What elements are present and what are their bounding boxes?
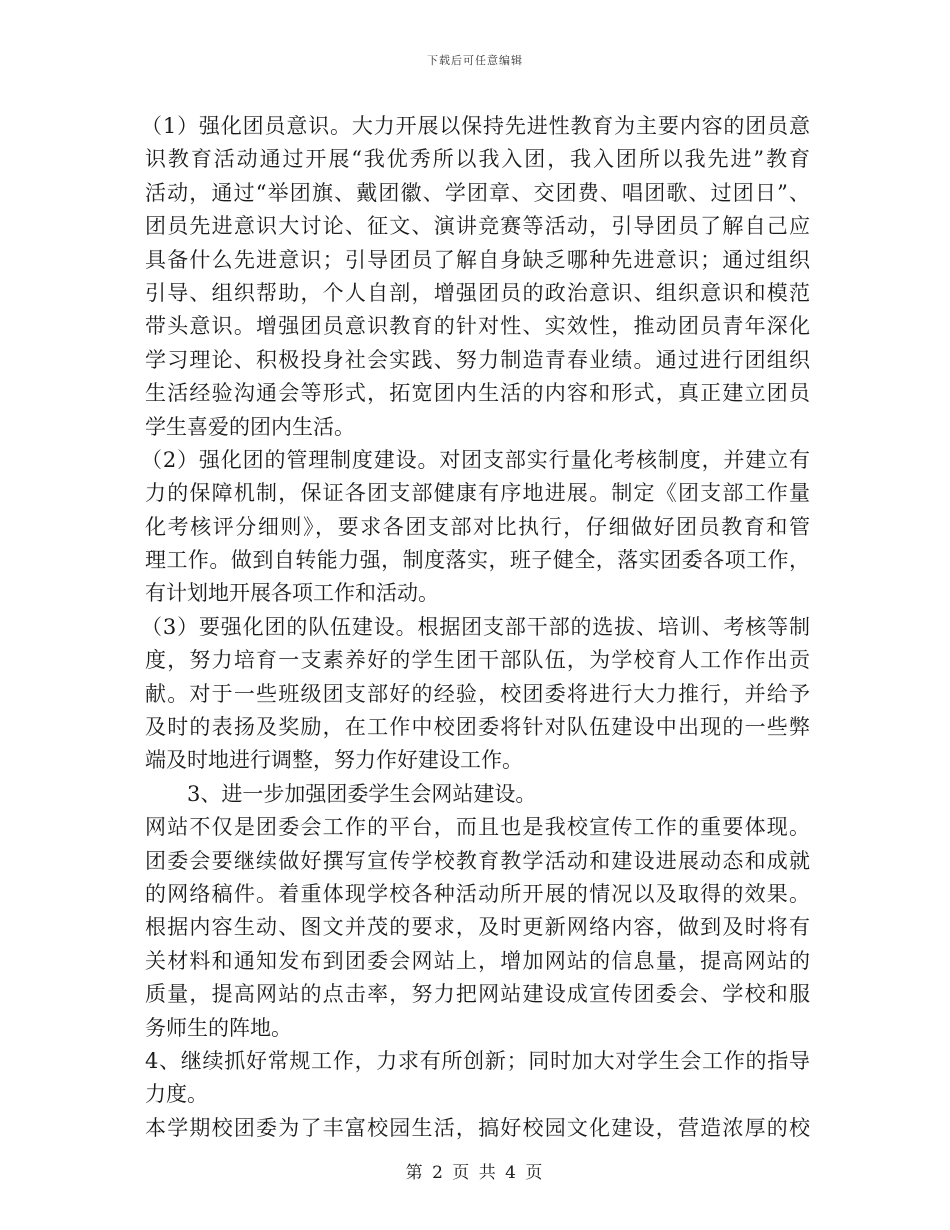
text-line: 及时的表扬及奖励，在工作中校团委将针对队伍建设中出现的一些弊	[145, 715, 810, 740]
text-line: 团员先进意识大讨论、征文、演讲竞赛等活动，引导团员了解自己应	[145, 214, 810, 239]
text-line: （1）强化团员意识。大力开展以保持先进性教育为主要内容的团员意	[141, 114, 810, 138]
text-line: （3）要强化团的队伍建设。根据团支部干部的选拔、培训、考核等制	[141, 614, 810, 639]
text-line: 质量，提高网站的点击率，努力把网站建设成宣传团委会、学校和服	[145, 982, 810, 1007]
text-line: 力度。	[145, 1082, 208, 1107]
text-line: 4、继续抓好常规工作，力求有所创新；同时加大对学生会工作的指导	[145, 1048, 810, 1073]
page-header-note: 下载后可任意编辑	[427, 54, 523, 67]
text-line: 有计划地开展各项工作和活动。	[145, 581, 439, 606]
text-line: 端及时地进行调整，努力作好建设工作。	[145, 748, 523, 773]
text-line: （2）强化团的管理制度建设。对团支部实行量化考核制度，并建立有	[141, 447, 810, 472]
text-line: 本学期校团委为了丰富校园生活，搞好校园文化建设，营造浓厚的校	[145, 1115, 810, 1140]
document-body	[141, 110, 810, 1145]
page-number: 第 2 页 共 4 页	[405, 1163, 545, 1183]
text-line: 关材料和通知发布到团委会网站上，增加网站的信息量，提高网站的	[145, 948, 810, 973]
text-line: 网站不仅是团委会工作的平台，而且也是我校宣传工作的重要体现。	[145, 815, 810, 840]
text-line: 理工作。做到自转能力强，制度落实，班子健全，落实团委各项工作，	[145, 548, 810, 573]
section-heading: 3、进一步加强团委学生会网站建设。	[187, 781, 537, 806]
text-line: 生活经验沟通会等形式，拓宽团内生活的内容和形式，真正建立团员	[145, 381, 810, 406]
text-line: 化考核评分细则》，要求各团支部对比执行，仔细做好团员教育和管	[145, 514, 810, 539]
text-line: 具备什么先进意识；引导团员了解自身缺乏哪种先进意识；通过组织	[145, 247, 810, 272]
text-line: 引导、组织帮助，个人自剖，增强团员的政治意识、组织意识和模范	[145, 280, 810, 305]
text-line: 团委会要继续做好撰写宣传学校教育教学活动和建设进展动态和成就	[145, 848, 810, 873]
text-line: 度，努力培育一支素养好的学生团干部队伍，为学校育人工作作出贡	[145, 648, 810, 673]
text-line: 力的保障机制，保证各团支部健康有序地进展。制定《团支部工作量	[145, 481, 810, 506]
text-line: 务师生的阵地。	[145, 1015, 292, 1040]
text-line: 带头意识。增强团员意识教育的针对性、实效性，推动团员青年深化	[145, 314, 810, 339]
text-line: 活动，通过“举团旗、戴团徽、学团章、交团费、唱团歌、过团日”、	[145, 180, 810, 205]
text-line: 学习理论、积极投身社会实践、努力制造青春业绩。通过进行团组织	[145, 347, 810, 372]
text-line: 献。对于一些班级团支部好的经验，校团委将进行大力推行，并给予	[145, 681, 810, 706]
text-line: 根据内容生动、图文并茂的要求，及时更新网络内容，做到及时将有	[145, 915, 810, 940]
text-line: 的网络稿件。着重体现学校各种活动所开展的情况以及取得的效果。	[145, 881, 810, 906]
text-line: 识教育活动通过开展“我优秀所以我入团，我入团所以我先进”教育	[145, 147, 810, 172]
text-line: 学生喜爱的团内生活。	[145, 414, 355, 439]
